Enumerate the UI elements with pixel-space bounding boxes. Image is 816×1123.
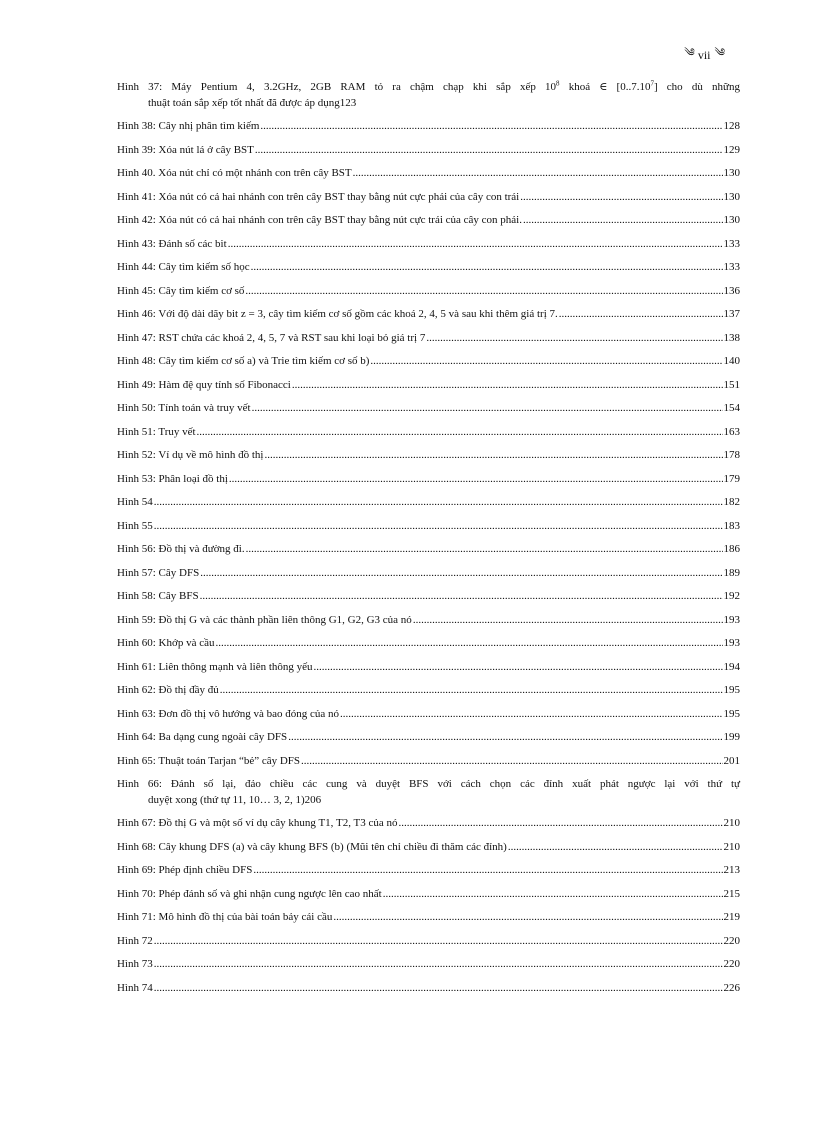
leader-dots	[508, 840, 723, 856]
leader-dots	[253, 863, 722, 879]
leader-dots	[413, 613, 723, 629]
toc-page-number: 138	[723, 331, 740, 344]
toc-entry-hinh-42: Hình 42: Xóa nút có cả hai nhánh con trên cây BST thay bằng nút cực trái của cây con phải. ..... 130	[117, 213, 740, 229]
leader-dots	[154, 981, 723, 997]
leader-dots	[229, 472, 723, 488]
leader-dots	[251, 260, 723, 276]
toc-page-number: 130	[723, 214, 740, 226]
leader-dots	[154, 519, 723, 535]
toc-page-number: 179	[723, 472, 740, 485]
toc-entry-line-1: Hình 37: Máy Pentium 4, 3.2GHz, 2GB RAM tỏ ra chậm chạp khi sắp xếp $10^8$ khoá ∈ [0..7.10$^7$] cho dù những	[117, 79, 740, 93]
leader-dots	[200, 589, 723, 605]
toc-entry-hinh-68: Hình 68: Cây khung DFS (a) và cây khung BFS (b) (Mũi tên chỉ chiều đi thăm các đỉnh) ..... 210	[117, 840, 740, 856]
leader-dots	[260, 119, 722, 135]
toc-page-number: 182	[723, 496, 740, 508]
page-number-text: vii	[697, 48, 711, 62]
toc-entry-hinh-49: Hình 49: Hàm đệ quy tính số Fibonacci ..... 151	[117, 378, 740, 394]
toc-page-number: 210	[723, 840, 740, 853]
toc-entry-hinh-66	[117, 777, 740, 808]
leader-dots	[301, 754, 722, 770]
toc-page-number: 140	[723, 355, 740, 367]
toc-page-number: 194	[723, 660, 740, 673]
toc-page-number: 130	[723, 167, 740, 179]
leader-dots	[314, 660, 723, 676]
leader-dots	[383, 887, 723, 903]
leader-dots	[353, 166, 723, 182]
leader-dots	[197, 425, 723, 441]
toc-entry-hinh-41: Hình 41: Xóa nút có cả hai nhánh con trên cây BST thay bằng nút cực phải của cây con trái ..... 130	[117, 190, 740, 206]
toc-entry-hinh-61: Hình 61: Liên thông mạnh và liên thông yếu ..... 194	[117, 660, 740, 676]
toc-entry-hinh-48: Hình 48: Cây tìm kiếm cơ số a) và Trie tìm kiếm cơ số b) ..... 140	[117, 354, 740, 370]
toc-entry-hinh-39: Hình 39: Xóa nút lá ở cây BST ..... 129	[117, 143, 740, 159]
toc-entry-hinh-71: Hình 71: Mô hình đồ thị của bài toán bảy cái cầu ..... 219	[117, 910, 740, 926]
toc-page-number: 193	[723, 637, 740, 649]
leader-dots	[559, 307, 723, 323]
toc-entry-line-2: duyệt xong (thứ tự 11, 10… 3, 2, 1) 206	[117, 793, 740, 809]
toc-page-number: 220	[723, 934, 740, 947]
ornament-left-icon: ༄	[684, 47, 694, 59]
toc-page-number: 219	[723, 911, 740, 923]
leader-dots	[523, 213, 723, 229]
toc-entry-hinh-58: Hình 58: Cây BFS ..... 192	[117, 589, 740, 605]
toc-page-number: 189	[723, 566, 740, 579]
toc-entry-hinh-47: Hình 47: RST chứa các khoá 2, 4, 5, 7 và RST sau khi loại bỏ giá trị 7 ..... 138	[117, 331, 740, 347]
toc-entry-hinh-43: Hình 43: Đánh số các bit ..... 133	[117, 237, 740, 253]
toc-entry-hinh-59: Hình 59: Đồ thị G và các thành phần liên thông G1, G2, G3 của nó ..... 193	[117, 613, 740, 629]
toc-page-number: 193	[723, 613, 740, 626]
toc-entry-hinh-73: Hình 73 ..... 220	[117, 957, 740, 973]
list-of-figures	[117, 80, 740, 996]
toc-entry-hinh-50: Hình 50: Tính toán và truy vết ..... 154	[117, 401, 740, 417]
toc-entry-line-1: Hình 66: Đánh số lại, đảo chiều các cung và duyệt BFS với cách chọn các đỉnh xuất phát ngược lại với thứ tự	[117, 778, 740, 790]
toc-entry-hinh-54: Hình 54 ..... 182	[117, 495, 740, 511]
toc-entry-hinh-60: Hình 60: Khớp và cầu ..... 193	[117, 636, 740, 652]
toc-page-number: 129	[723, 143, 740, 156]
toc-page-number: 178	[723, 449, 740, 461]
toc-page-number: 215	[723, 887, 740, 900]
toc-page-number: 210	[723, 817, 740, 829]
leader-dots	[340, 707, 723, 723]
toc-page-number: 128	[723, 120, 740, 132]
toc-page-number: 163	[723, 425, 740, 438]
leader-dots	[333, 910, 722, 926]
toc-page-number: 151	[723, 378, 740, 391]
toc-page-number: 133	[723, 261, 740, 273]
leader-dots	[154, 934, 723, 950]
toc-page-number: 199	[723, 731, 740, 743]
toc-entry-hinh-70: Hình 70: Phép đánh số và ghi nhận cung ngược lên cao nhất ..... 215	[117, 887, 740, 903]
toc-entry-hinh-44: Hình 44: Cây tìm kiếm số học ..... 133	[117, 260, 740, 276]
leader-dots	[215, 636, 722, 652]
toc-page-number: 192	[723, 590, 740, 602]
page-number	[684, 40, 724, 71]
toc-entry-hinh-40: Hình 40. Xóa nút chỉ có một nhánh con trên cây BST ..... 130	[117, 166, 740, 182]
leader-dots	[288, 730, 722, 746]
toc-page-number: 130	[723, 190, 740, 203]
toc-page-number: 195	[723, 684, 740, 696]
toc-page-number: 206	[304, 793, 322, 806]
toc-page-number: 195	[723, 707, 740, 720]
toc-page-number: 123	[339, 96, 357, 109]
toc-entry-hinh-56: Hình 56: Đồ thị và đường đi. ..... 186	[117, 542, 740, 558]
toc-page-number: 154	[723, 402, 740, 414]
toc-entry-hinh-52: Hình 52: Ví dụ về mô hình đồ thị ..... 178	[117, 448, 740, 464]
leader-dots	[370, 354, 722, 370]
toc-entry-hinh-63: Hình 63: Đơn đồ thị vô hướng và bao đóng của nó ..... 195	[117, 707, 740, 723]
toc-entry-hinh-74: Hình 74 ..... 226	[117, 981, 740, 997]
toc-page-number: 201	[723, 754, 740, 767]
toc-page-number: 213	[723, 864, 740, 876]
toc-entry-hinh-69: Hình 69: Phép định chiều DFS ..... 213	[117, 863, 740, 879]
toc-page-number: 226	[723, 981, 740, 994]
toc-entry-hinh-38: Hình 38: Cây nhị phân tìm kiếm ..... 128	[117, 119, 740, 135]
toc-entry-hinh-67: Hình 67: Đồ thị G và một số ví dụ cây khung T1, T2, T3 của nó ..... 210	[117, 816, 740, 832]
leader-dots	[252, 401, 723, 417]
toc-entry-hinh-45: Hình 45: Cây tìm kiếm cơ số ..... 136	[117, 284, 740, 300]
toc-page-number: 136	[723, 284, 740, 297]
toc-entry-hinh-46: Hình 46: Với độ dài dãy bit z = 3, cây tìm kiếm cơ số gồm các khoá 2, 4, 5 và sau khi thêm giá trị 7. ..... 137	[117, 307, 740, 323]
leader-dots	[154, 495, 723, 511]
leader-dots	[520, 190, 722, 206]
toc-page-number: 137	[723, 308, 740, 320]
toc-entry-hinh-55: Hình 55 ..... 183	[117, 519, 740, 535]
leader-dots	[246, 542, 723, 558]
toc-entry-hinh-65: Hình 65: Thuật toán Tarjan “bẻ” cây DFS ..... 201	[117, 754, 740, 770]
ornament-right-icon: ༄	[714, 47, 724, 59]
leader-dots	[220, 683, 723, 699]
toc-page-number: 133	[723, 237, 740, 250]
toc-page-number: 186	[723, 543, 740, 555]
toc-entry-hinh-64: Hình 64: Ba dạng cung ngoài cây DFS ..... 199	[117, 730, 740, 746]
toc-entry-hinh-57: Hình 57: Cây DFS ..... 189	[117, 566, 740, 582]
leader-dots	[245, 284, 722, 300]
leader-dots	[426, 331, 722, 347]
leader-dots	[154, 957, 723, 973]
toc-entry-line-2: thuật toán sắp xếp tốt nhất đã được áp dụng 123	[117, 96, 740, 112]
leader-dots	[292, 378, 723, 394]
toc-page-number: 183	[723, 519, 740, 532]
toc-entry-hinh-51: Hình 51: Truy vết ..... 163	[117, 425, 740, 441]
toc-page-number: 220	[723, 958, 740, 970]
leader-dots	[398, 816, 722, 832]
toc-entry-hinh-53: Hình 53: Phân loại đồ thị ..... 179	[117, 472, 740, 488]
toc-entry-hinh-37	[117, 80, 740, 111]
leader-dots	[255, 143, 723, 159]
toc-entry-hinh-62: Hình 62: Đồ thị đầy đủ ..... 195	[117, 683, 740, 699]
leader-dots	[264, 448, 722, 464]
toc-entry-hinh-72: Hình 72 ..... 220	[117, 934, 740, 950]
leader-dots	[228, 237, 723, 253]
leader-dots	[200, 566, 722, 582]
